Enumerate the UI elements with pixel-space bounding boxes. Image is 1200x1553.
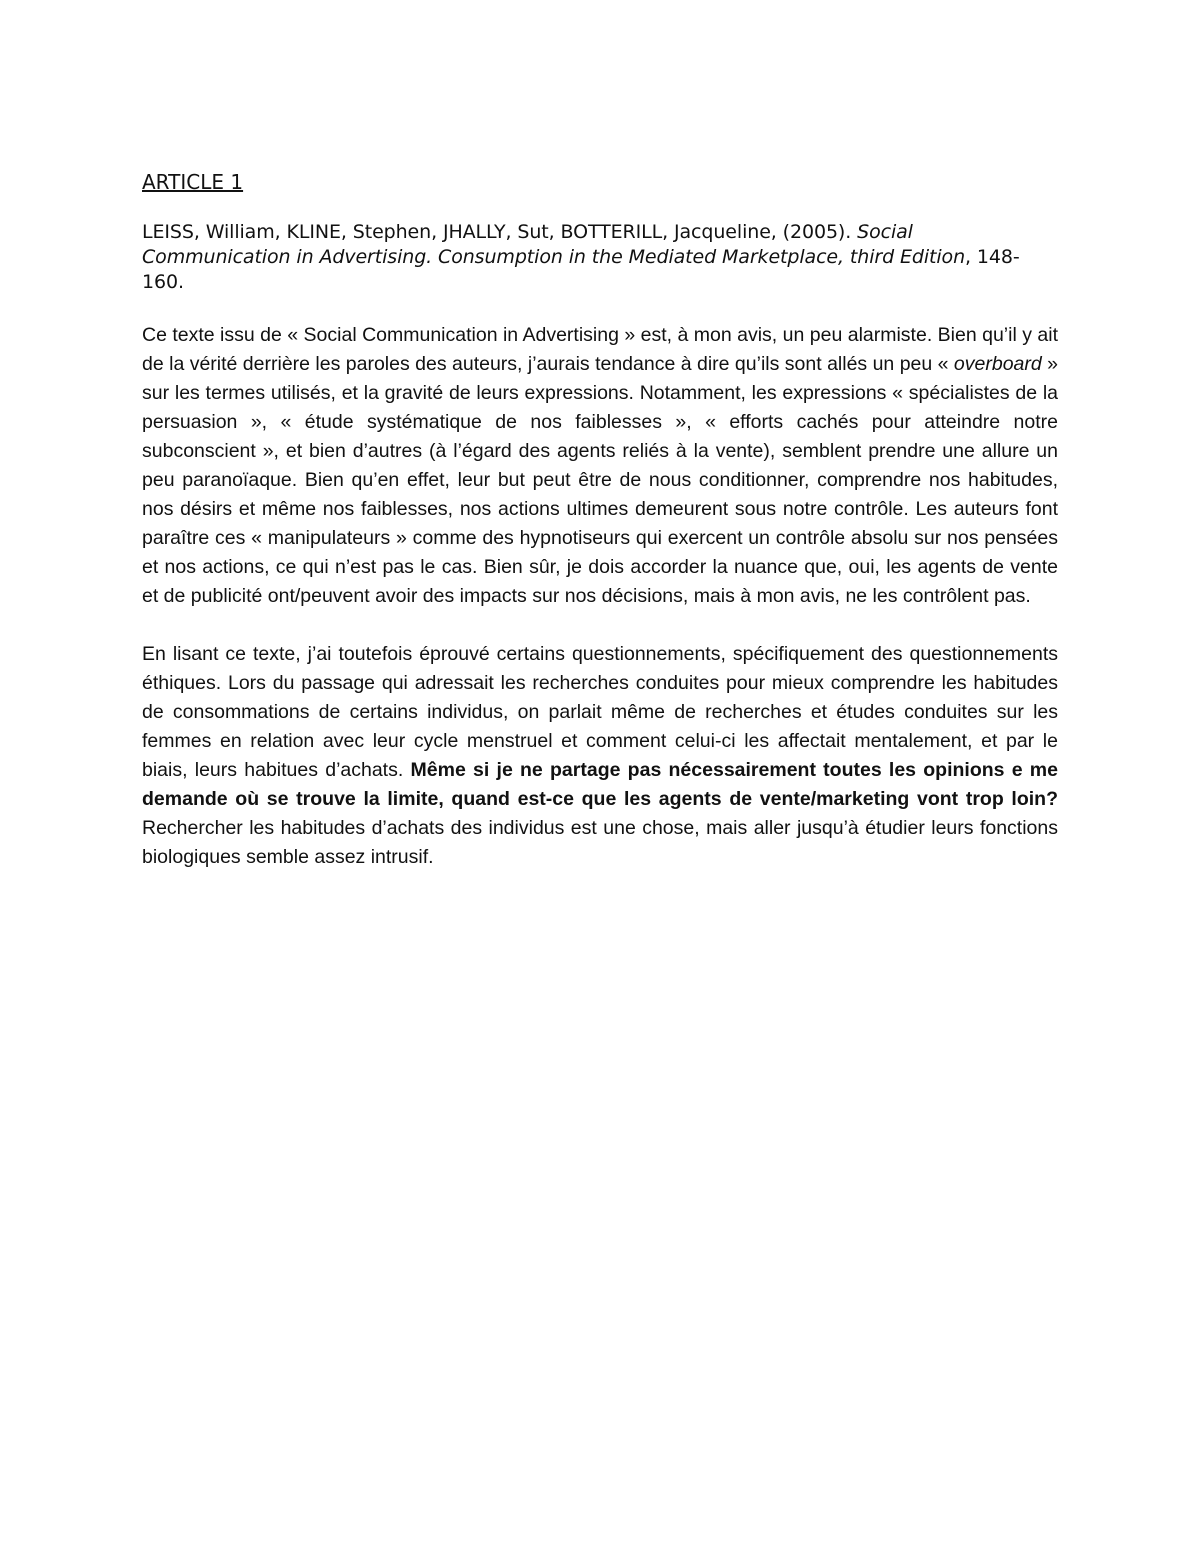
paragraph-2-bold: Même si je ne partage pas nécessairement toutes les opinions e me demande où se trouve la limite, quand est-ce que les agents de vente/marketing vont trop loin?: [142, 759, 1058, 810]
paragraph-2-part2: Rechercher les habitudes d’achats des individus est une chose, mais aller jusqu’à étudier leurs fonctions biologiques semble assez intrusif.: [142, 817, 1058, 868]
document-content: [142, 168, 1058, 901]
citation-pages: , 148-160.: [142, 246, 1020, 293]
paragraph-1: [142, 321, 1058, 611]
paragraph-1-italic: overboard: [953, 353, 1042, 375]
paragraph-2-part1: En lisant ce texte, j’ai toutefois éprouvé certains questionnements, spécifiquement des questionnements éthiques. Lors du passage qui adressait les recherches conduites pour mieux comprendre les habitudes de consommations de certains individus, on parlait même de recherches et études conduites sur les femmes en relation avec leur cycle menstruel et comment celui-ci les affectait mentalement, et par le biais, leurs habitues d’achats.: [142, 643, 1058, 781]
paragraph-1-part2: » sur les termes utilisés, et la gravité de leurs expressions. Notamment, les expressions « spécialistes de la persuasion », « étude systématique de nos faiblesses », « efforts cachés pour atteindre notre subconscient », et bien d’autres (à l’égard des agents reliés à la vente), semblent prendre une allure un peu paranoïaque. Bien qu’en effet, leur but peut être de nous conditionner, comprendre nos habitudes, nos désirs et même nos faiblesses, nos actions ultimes demeurent sous notre contrôle. Les auteurs font paraître ces « manipulateurs » comme des hypnotiseurs qui exercent un contrôle absolu sur nos pensées et nos actions, ce qui n’est pas le cas. Bien sûr, je dois accorder la nuance que, oui, les agents de vente et de publicité ont/peuvent avoir des impacts sur nos décisions, mais à mon avis, ne les contrôlent pas.: [142, 353, 1058, 607]
paragraph-2: [142, 640, 1058, 872]
paragraph-1-part1: Ce texte issu de « Social Communication in Advertising » est, à mon avis, un peu alarmiste. Bien qu’il y ait de la vérité derrière les paroles des auteurs, j’aurais tendance à dire qu’ils sont allés un peu «: [142, 324, 1058, 375]
citation-title: Social Communication in Advertising. Consumption in the Mediated Marketplace, third Edition: [142, 221, 966, 268]
article-heading: ARTICLE 1: [142, 170, 244, 194]
citation-authors: LEISS, William, KLINE, Stephen, JHALLY, Sut, BOTTERILL, Jacqueline, (2005).: [142, 221, 858, 243]
bibliographic-citation: [142, 220, 1058, 295]
